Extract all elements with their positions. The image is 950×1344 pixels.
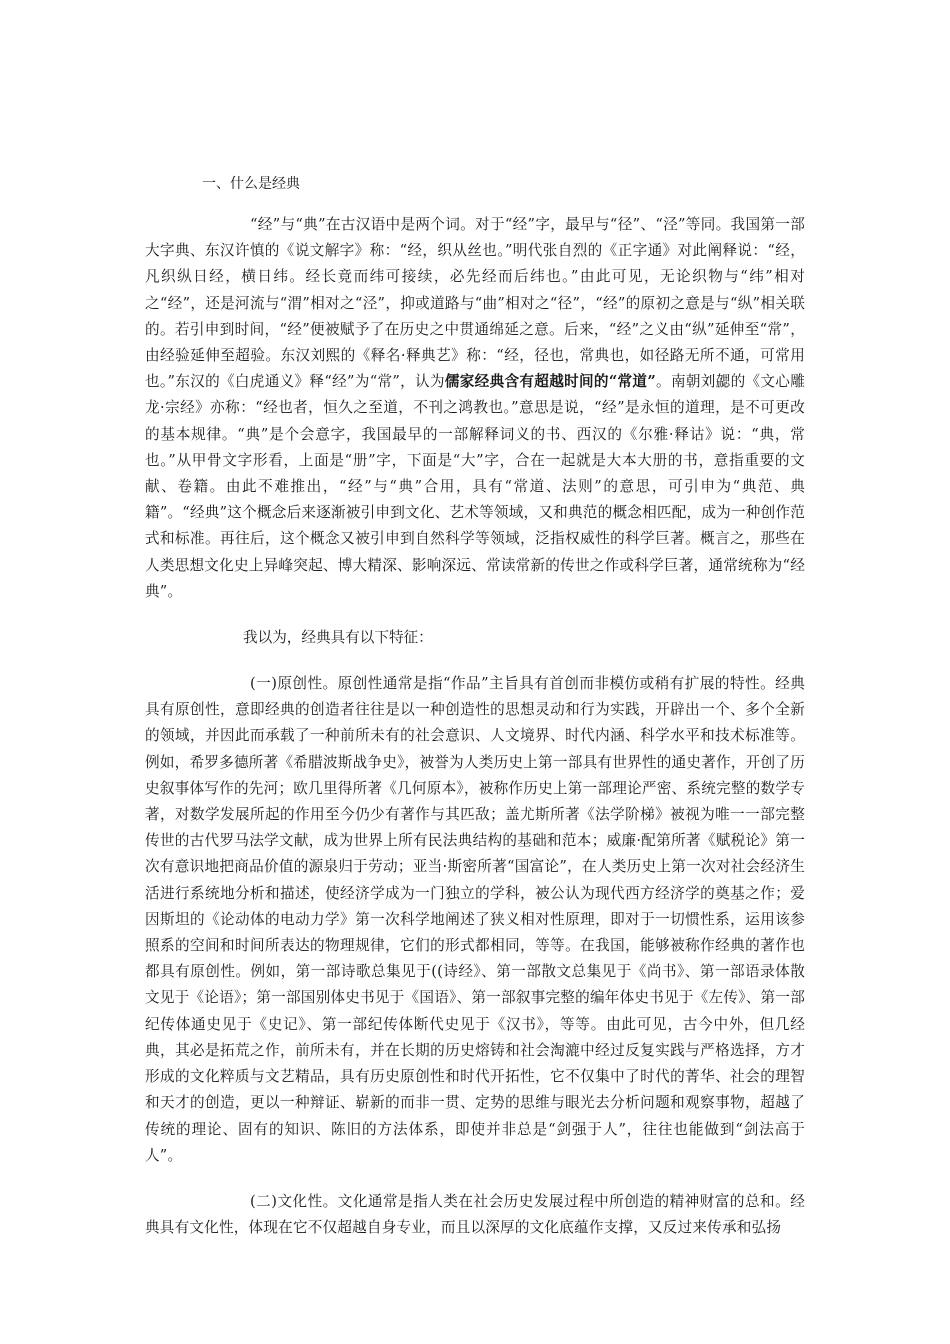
intro-text-end: 。南朝刘勰的《文心雕龙·宗经》亦称：“经也者，恒久之至道，不刊之鸿教也。”意思是说，“经”是永恒的道理，是不可更改的基本规律。“典”是个会意字，我国最早的一部解释词义的书、西汉的《尔雅·释诂》说：“典，常也。”从甲骨文字形看，上面是“册”字，下面是“大”字，合在一起就是大本大册的书，意指重要的文献、卷籍。由此不难推出，“经”与“典”合用，具有“常道、法则”的意思，可引申为“典范、典籍”。“经典”这个概念后来逐渐被引申到文化、艺术等领域，又和典范的概念相匹配，成为一种创作范式和标准。再往后，这个概念又被引申到自然科学等领域，泛指权威性的科学巨著。概言之，那些在人类思想文化史上异峰突起、博大精深、影响深远、常读常新的传世之作或科学巨著，通常统称为“经典”。	[145, 373, 805, 600]
document-page	[145, 174, 805, 1241]
intro-paragraph	[145, 212, 805, 605]
feature-originality-paragraph: (一)原创性。原创性通常是指“作品”主旨具有首创而非模仿或稍有扩展的特性。经典具有原创性，意即经典的创造者往往是以一种创造性的思想灵动和行为实践，开辟出一个、多个全新的领域，并因此而承载了一种前所未有的社会意识、人文境界、时代内涵、科学水平和技术标准等。例如，希罗多德所著《希腊波斯战争史》，被誉为人类历史上第一部具有世界性的通史著作，开创了历史叙事体写作的先河；欧几里得所著《几何原本》，被称作历史上第一部理论严密、系统完整的数学专著，对数学发展所起的作用至今仍少有著作与其匹敌；盖尤斯所著《法学阶梯》被视为唯一一部完整传世的古代罗马法学文献，成为世界上所有民法典结构的基础和范本；威廉·配第所著《赋税论》第一次有意识地把商品价值的源泉归于劳动；亚当·斯密所著“国富论”，在人类历史上第一次对社会经济生活进行系统地分析和描述，使经济学成为一门独立的学科，被公认为现代西方经济学的奠基之作；爱因斯坦的《论动体的电动力学》第一次科学地阐述了狭义相对性原理，即对于一切惯性系，运用该参照系的空间和时间所表达的物理规律，它们的形式都相同，等等。在我国，能够被称作经典的著作也都具有原创性。例如，第一部诗歌总集见于((诗经》、第一部散文总集见于《尚书》、第一部语录体散文见于《论语》；第一部国别体史书见于《国语》、第一部叙事完整的编年体史书见于《左传》、第一部纪传体通史见于《史记》、第一部纪传体断代史见于《汉书》，等等。由此可见，古今中外，但几经典，其必是拓荒之作，前所未有，并在长期的历史熔铸和社会淘漉中经过反复实践与严格选择，方才形成的文化粹质与文艺精品，具有历史原创性和时代开拓性，它不仅集中了时代的菁华、社会的理智和天才的创造，更以一种辩证、崭新的而非一贯、定势的思维与眼光去分析问题和观察事物，超越了传统的理论、固有的知识、陈旧的方法体系，即使并非总是“剑强于人”，往往也能做到“剑法高于人”。	[145, 675, 805, 1164]
features-intro: 我以为，经典具有以下特征：	[243, 629, 433, 647]
section-heading: 一、什么是经典	[202, 176, 300, 192]
intro-bold-phrase: 儒家经典含有超越时间的“常道”	[444, 373, 656, 391]
intro-text-start: “经”与“典”在古汉语中是两个词。对于“经”字，最早与“径”、“泾”等同。我国第一部大字典、东汉许慎的《说文解字》称：“经，织从丝也。”明代张自烈的《正字通》对此阐释说：“经，凡织纵日经，横日纬。经长竟而纬可接续，必先经而后纬也。”由此可见，无论织物与“纬”相对之“经”，还是河流与“渭”相对之“泾”，抑或道路与“曲”相对之“径”，“经”的原初之意是与“纵”相关联的。若引申到时间，“经”便被赋予了在历史之中贯通绵延之意。后来，“经”之义由“纵”延伸至“常”，由经验延伸至超验。东汉刘熙的《释名·释典艺》称：“经，径也，常典也，如径路无所不通，可常用也。”东汉的《白虎通义》释“经”为“常”，认为	[145, 216, 805, 391]
feature-culture-paragraph: (二)文化性。文化通常是指人类在社会历史发展过程中所创造的精神财富的总和。经典具有文化性，体现在它不仅超越自身专业，而且以深厚的文化底蕴作支撑，又反过来传承和弘扬	[145, 1192, 805, 1237]
